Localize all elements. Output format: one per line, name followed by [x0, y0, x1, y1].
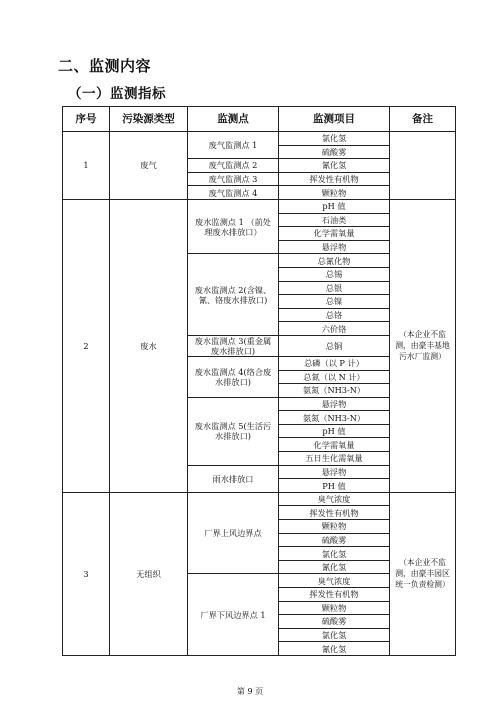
- monitoring-item: 氨氮（NH3-N）: [279, 384, 390, 398]
- monitoring-point: 废气监测点 4: [188, 186, 279, 200]
- page-number: 第 9 页: [236, 687, 264, 696]
- monitoring-item: 氰化氢: [279, 159, 390, 173]
- source-type: 无组织: [110, 492, 188, 655]
- table-row: [63, 492, 456, 506]
- monitoring-item: 总镍: [279, 295, 390, 309]
- monitoring-item: pH 值: [279, 424, 390, 438]
- monitoring-item: 硫酸雾: [279, 145, 390, 159]
- monitoring-item: 硫酸雾: [279, 533, 390, 547]
- monitoring-item: 化学需氧量: [279, 227, 390, 241]
- monitoring-item: pH 值: [279, 199, 390, 213]
- monitoring-point: 废水监测点 4(络合废水排放口): [188, 356, 279, 397]
- monitoring-item: 化学需氧量: [279, 438, 390, 452]
- monitoring-item: 总氮（以 N 计）: [279, 370, 390, 384]
- monitoring-item: 五日生化需氧量: [279, 452, 390, 466]
- row-number: 2: [63, 199, 110, 492]
- monitoring-point: 废水监测点 5(生活污水排放口): [188, 397, 279, 465]
- monitoring-item: 六价铬: [279, 322, 390, 336]
- row-number: 3: [63, 492, 110, 655]
- monitoring-table: [62, 106, 456, 656]
- table-body: [63, 132, 456, 656]
- monitoring-item: 总氰化物: [279, 254, 390, 268]
- monitoring-item: 氨氮（NH3-N）: [279, 411, 390, 425]
- row-number: 1: [63, 132, 110, 200]
- remark: （本企业不监测，由豪丰基地污水厂监测）: [390, 199, 456, 492]
- monitoring-item: 氯化氢: [279, 547, 390, 561]
- monitoring-item: 挥发性有机物: [279, 172, 390, 186]
- remark: （本企业不监测，由豪丰园区统一负责检测）: [390, 492, 456, 655]
- monitoring-item: 氯化氢: [279, 132, 390, 146]
- monitoring-item: 总铬: [279, 308, 390, 322]
- monitoring-item: 总银: [279, 281, 390, 295]
- monitoring-item: 石油类: [279, 213, 390, 227]
- remark: [390, 132, 456, 200]
- monitoring-item: 硫酸雾: [279, 615, 390, 629]
- table-row: [63, 199, 456, 213]
- monitoring-point: 废气监测点 1: [188, 132, 279, 159]
- monitoring-item: 悬浮物: [279, 397, 390, 411]
- monitoring-point: 厂界下风边界点 1: [188, 574, 279, 656]
- section-heading: 二、监测内容: [58, 57, 152, 75]
- monitoring-item: 悬浮物: [279, 465, 390, 479]
- header-no: 序号: [63, 107, 110, 132]
- monitoring-item: 总磷（以 P 计）: [279, 356, 390, 370]
- header-item: 监测项目: [279, 107, 390, 132]
- table-header-row: [63, 107, 456, 132]
- source-type: 废气: [110, 132, 188, 200]
- monitoring-item: 颗粒物: [279, 601, 390, 615]
- monitoring-item: 颗粒物: [279, 186, 390, 200]
- monitoring-item: 氰化氢: [279, 560, 390, 574]
- monitoring-point: 厂界上风边界点: [188, 492, 279, 574]
- source-type: 废水: [110, 199, 188, 492]
- monitoring-item: 颗粒物: [279, 520, 390, 534]
- header-point: 监测点: [188, 107, 279, 132]
- header-note: 备注: [390, 107, 456, 132]
- table-row: [63, 132, 456, 146]
- monitoring-item: 悬浮物: [279, 240, 390, 254]
- monitoring-item: 挥发性有机物: [279, 506, 390, 520]
- monitoring-point: 废水监测点 3(重金属废水排放口): [188, 335, 279, 356]
- monitoring-item: 臭气浓度: [279, 492, 390, 506]
- monitoring-point: 废气监测点 3: [188, 172, 279, 186]
- monitoring-item: 氰化氢: [279, 642, 390, 656]
- monitoring-item: PH 值: [279, 479, 390, 493]
- monitoring-point: 雨水排放口: [188, 465, 279, 492]
- monitoring-point: 废水监测点 1 （前处理废水排放口）: [188, 199, 279, 253]
- header-type: 污染源类型: [110, 107, 188, 132]
- monitoring-point: 废气监测点 2: [188, 159, 279, 173]
- monitoring-point: 废水监测点 2(含镍、氰、铬废水排放口): [188, 254, 279, 336]
- monitoring-item: 总铜: [279, 335, 390, 356]
- monitoring-item: 总锡: [279, 267, 390, 281]
- monitoring-item: 臭气浓度: [279, 574, 390, 588]
- monitoring-item: 氯化氢: [279, 628, 390, 642]
- subsection-heading: （一）监测指标: [68, 86, 166, 102]
- monitoring-item: 挥发性有机物: [279, 588, 390, 602]
